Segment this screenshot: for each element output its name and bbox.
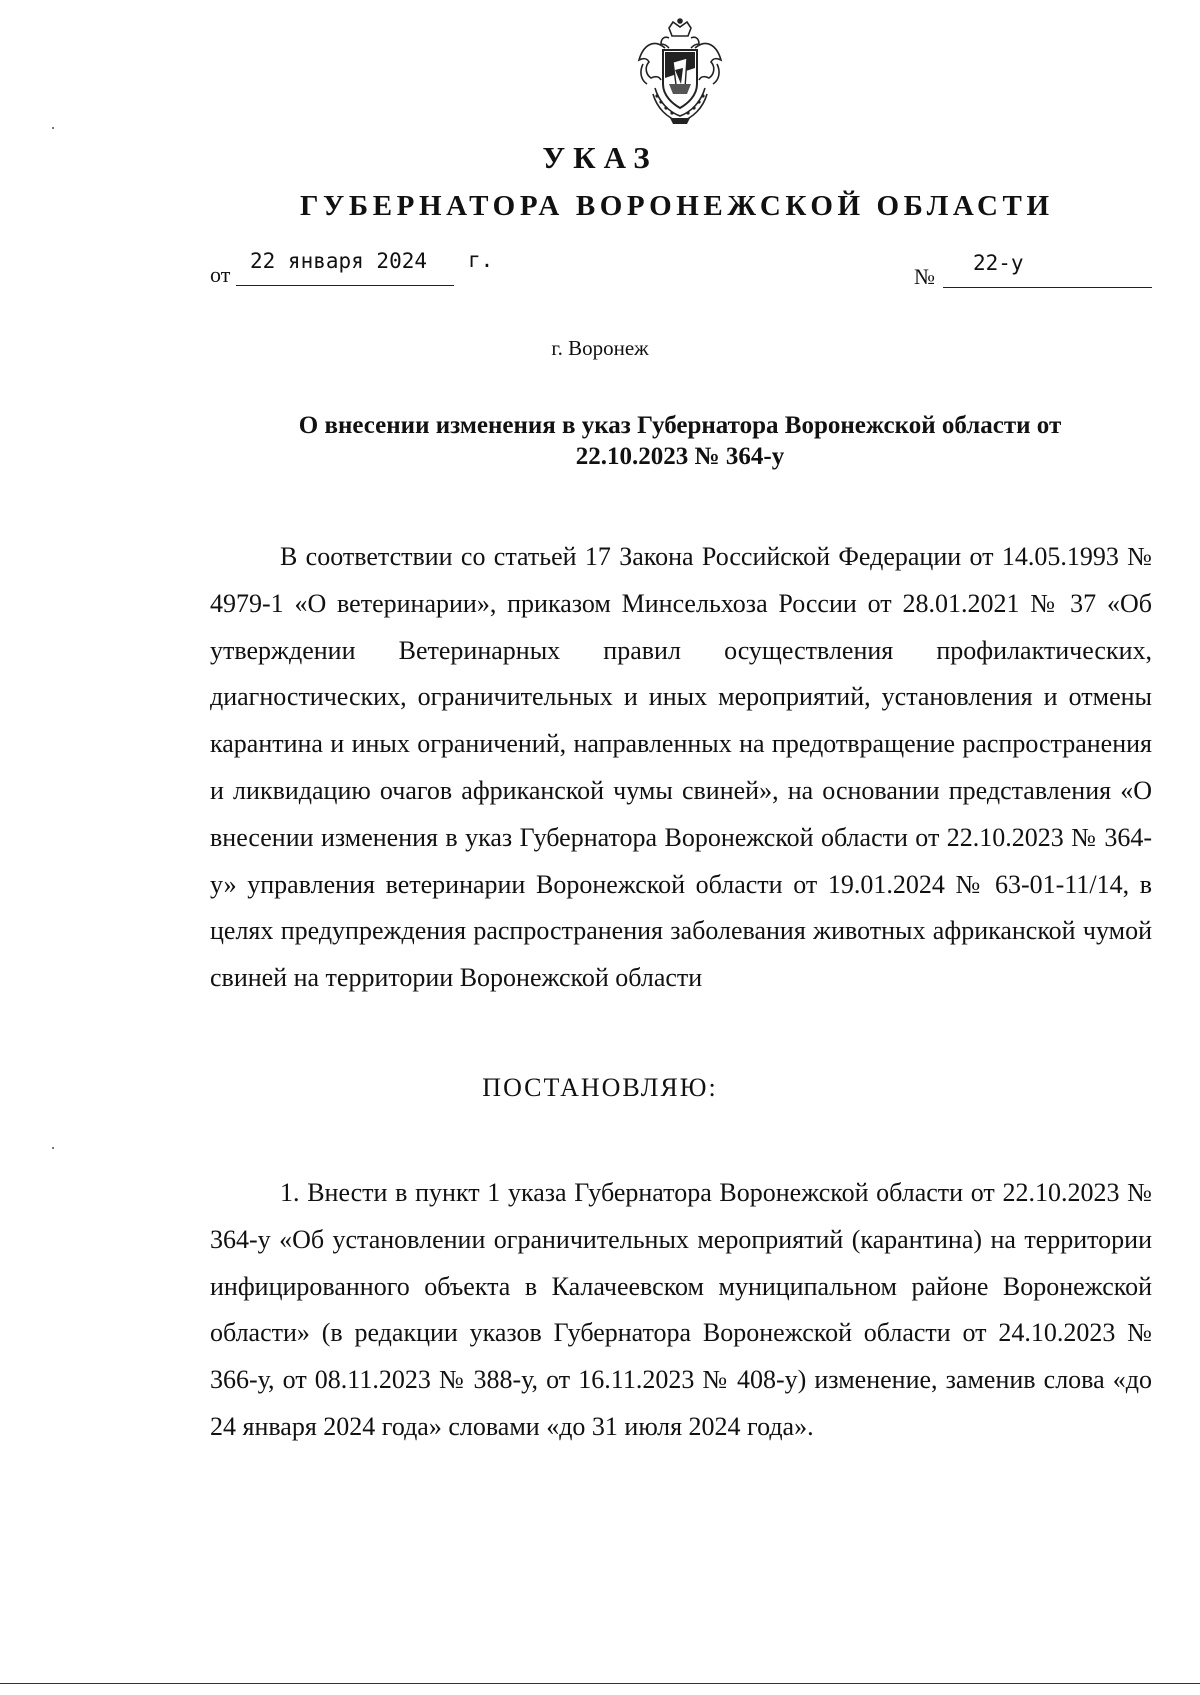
document-title-line-2: 22.10.2023 № 364-у bbox=[575, 443, 785, 470]
document-title-line-1: О внесении изменения в указ Губернатора Воронежской области от bbox=[298, 412, 1062, 439]
scan-mark bbox=[52, 127, 54, 129]
date-prefix: от bbox=[210, 262, 231, 287]
item-1-paragraph: 1. Внести в пункт 1 указа Губернатора Воронежской области от 22.10.2023 № 364-у «Об установлении ограничительных мероприятий (карантина) на территории инфицированного объекта в Калачеевском муниципальном районе Воронежской области» (в редакции указов Губернатора Воронежской области от 24.10.2023 № 366-у, от 08.11.2023 № 388-у, от 16.11.2023 № 408-у) изменение, заменив слова «до 24 января 2024 года» словами «до 31 июля 2024 года». bbox=[210, 1178, 1152, 1441]
date-field: 22 января 2024 bbox=[236, 248, 454, 286]
issuer-title: ГУБЕРНАТОРА ВОРОНЕЖСКОЙ ОБЛАСТИ bbox=[300, 190, 1054, 222]
scan-mark bbox=[52, 1147, 54, 1149]
document-type-title: УКАЗ bbox=[542, 140, 658, 175]
page-bottom-rule bbox=[0, 1683, 1200, 1684]
decree-heading: ПОСТАНОВЛЯЮ: bbox=[482, 1073, 718, 1102]
preamble-paragraph: В соответствии со статьей 17 Закона Российской Федерации от 14.05.1993 № 4979-1 «О ветеринарии», приказом Минсельхоза России от 28.01.2021 № 37 «Об утверждении Ветеринарных правил осуществления профилактических, диагностических, ограничительных и иных мероприятий, установления и отмены карантина и иных ограничений, направленных на предотвращение распространения и ликвидацию очагов африканской чумы свиней», на основании представления «О внесении изменения в указ Губернатора Воронежской области от 22.10.2023 № 364-у» управления ветеринарии Воронежской области от 19.01.2024 № 63-01-11/14, в целях предупреждения распространения заболевания животных африканской чумой свиней на территории Воронежской области bbox=[210, 542, 1152, 993]
number-field: 22-у bbox=[943, 250, 1152, 288]
city-label: г. Воронеж bbox=[551, 336, 649, 360]
coat-of-arms-icon bbox=[625, 18, 735, 128]
document-title bbox=[220, 410, 1140, 472]
number-prefix: № bbox=[914, 264, 935, 289]
date-suffix: г. bbox=[468, 248, 494, 272]
